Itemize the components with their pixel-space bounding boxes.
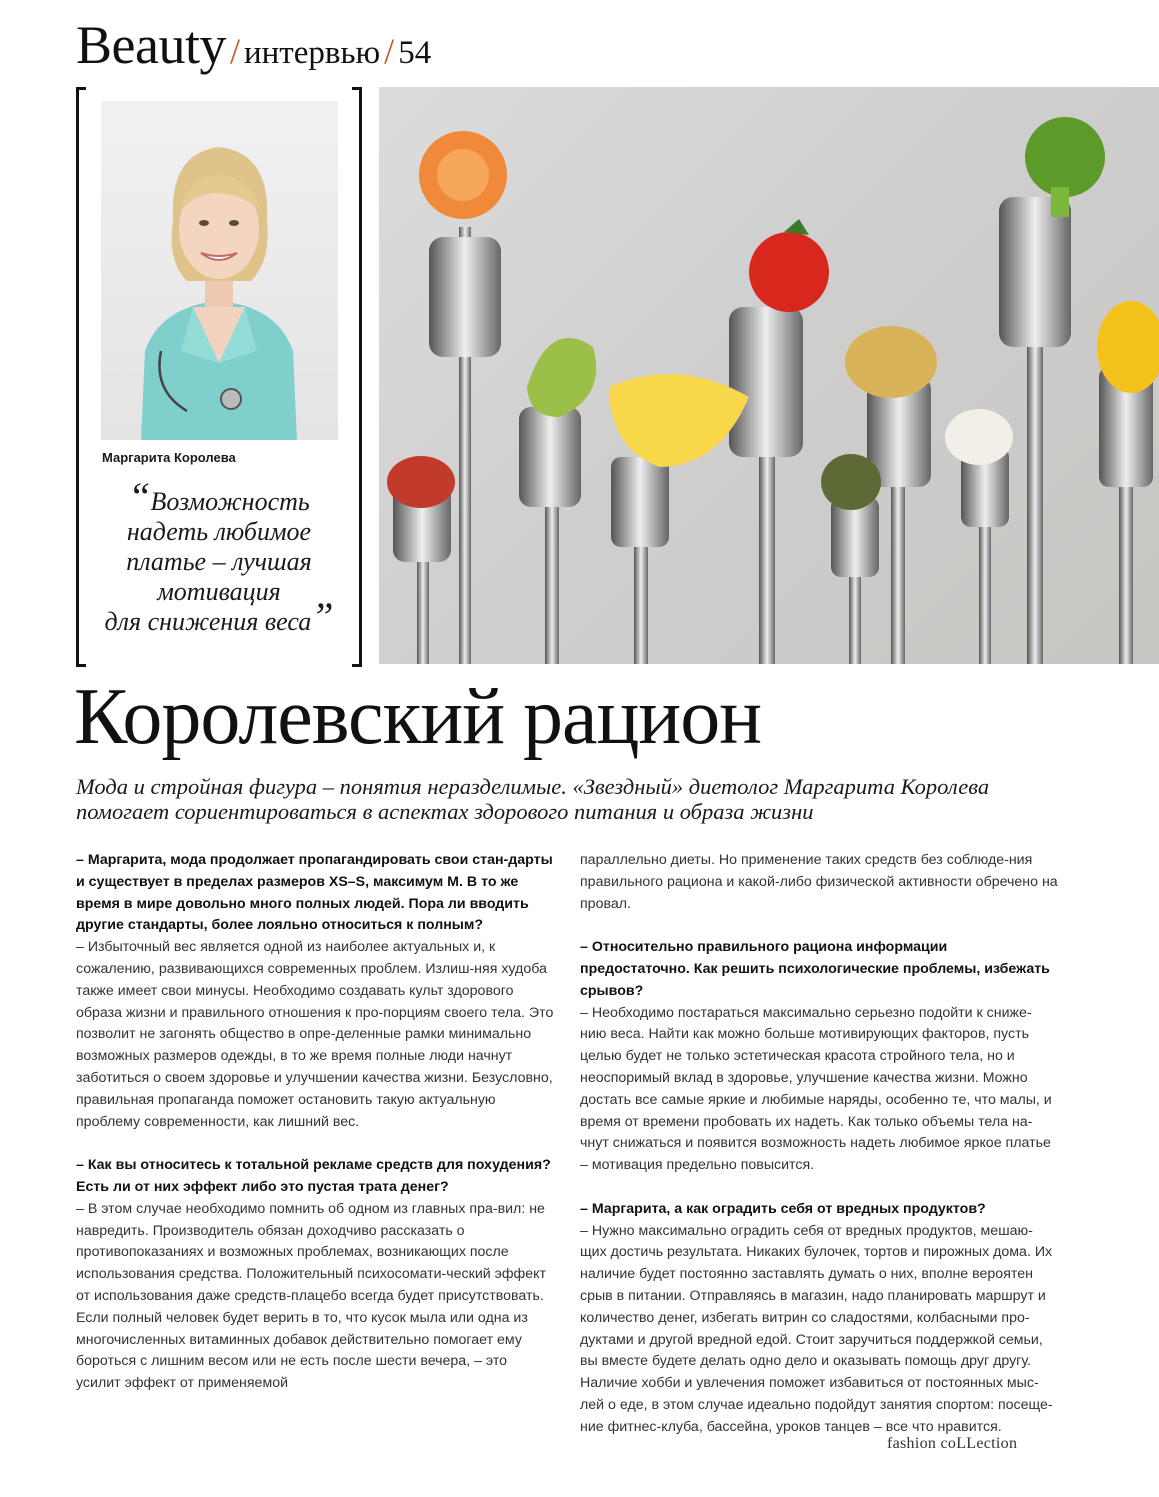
quote-line-2: надеть любимое xyxy=(126,517,312,546)
header-divider: / xyxy=(229,31,240,71)
quote-line-4: мотивация xyxy=(157,577,281,606)
portrait-illustration xyxy=(101,101,338,440)
portrait-caption: Маргарита Королева xyxy=(102,450,236,465)
quote-line-3: платье – лучшая xyxy=(126,547,312,576)
magazine-footer-brand: fashion coLLection xyxy=(887,1435,1018,1452)
section-title: Beauty xyxy=(76,15,226,75)
question-3: – Относительно правильного рациона информации предостаточно. Как решить психологические проблемы, избежать срывов? xyxy=(580,939,1050,999)
header-divider-2: / xyxy=(384,31,395,71)
text-column-2 xyxy=(580,850,1058,1439)
open-quote-mark: “ xyxy=(128,474,151,519)
portrait-panel xyxy=(76,87,362,667)
portrait-photo xyxy=(101,101,338,440)
subsection-title: интервью xyxy=(243,35,381,71)
quote-line-5: для снижения веса” xyxy=(104,594,334,639)
question-2: – Как вы относитесь к тотальной рекламе средств для похудения? Есть ли от них эффект либо это пустая трата денег? xyxy=(76,1157,551,1195)
question-1: – Маргарита, мода продолжает пропагандировать свои стан-дарты и существует в пределах размеров XS–S, максимум M. В то же время в мире довольно много полных людей. Пора ли вводить другие стандарты, более лояльно относиться к полным? xyxy=(76,852,553,934)
answer-3: – Необходимо постараться максимально серьезно подойти к сниже-нию веса. Найти как можно больше мотивирующих факторов, пусть целью будет не только эстетическая красота стройного тела, но и неоспоримый вклад в здоровье, улучшение качества жизни. Можно достать все самые яркие и любимые наряды, особенно те, что малы, и время от времени пробовать их надеть. Как только объемы тела на-чнут снижаться и появится возможность надеть любимое яркое платье – мотивация предельно повысится. xyxy=(580,1004,1052,1174)
pull-quote xyxy=(86,474,352,639)
article-lead: Мода и стройная фигура – понятия неразделимые. «Звездный» диетолог Маргарита Королева помогает сориентироваться в аспектах здорового питания и образа жизни xyxy=(76,774,990,824)
answer-4: – Нужно максимально оградить себя от вредных продуктов, мешаю-щих достичь результата. Никаких булочек, тортов и пирожных дома. Их наличие будет постоянно заставлять думать о них, вполне вероятен срыв в питании. Отправляясь в магазин, надо планировать маршрут и количество денег, избегать витрин со сладостями, колбасными про-дуктами и другой вредной едой. Стоит заручиться поддержкой семьи, вы вместе будете делать одно дело и оказывать помощь друг другу. Наличие хобби и увлечения поможет избавиться от постоянных мыс-лей о еде, в этом случае идеально подойдут занятия спортом: посеще-ние фитнес-клуба, бассейна, уроков танцев – все что нравится. xyxy=(580,1222,1053,1435)
page-header xyxy=(76,14,431,74)
left-bracket xyxy=(76,87,86,667)
page-number: 54 xyxy=(398,35,432,71)
right-bracket xyxy=(352,87,362,667)
hero-photo-forks xyxy=(379,87,1159,664)
question-4: – Маргарита, а как оградить себя от вредных продуктов? xyxy=(580,1200,986,1217)
answer-2-continued: параллельно диеты. Но применение таких средств без соблюде-ния правильного рациона и какой-либо физической активности обречено на провал. xyxy=(580,852,1058,912)
article-title: Королевский рацион xyxy=(74,673,761,761)
forks-with-vegetables-illustration xyxy=(379,87,1159,664)
answer-2: – В этом случае необходимо помнить об одном из главных пра-вил: не навредить. Производитель обязан доходчиво рассказать о противопоказаниях и возможных проблемах, возникающих после использования средства. Положительный психосомати-ческий эффект от использования даже средств-плацебо всегда будет присутствовать. Если полный человек будет верить в то, что кусок мыла или одна из многочисленных витаминных добавок действительно помогает ему бороться с лишним весом или не есть после шести вечера, – это усилит эффект от применяемой xyxy=(76,1200,546,1392)
quote-line-1: “Возможность xyxy=(128,474,310,519)
close-quote-mark: ” xyxy=(311,594,334,639)
text-column-1 xyxy=(76,850,554,1395)
answer-1: – Избыточный вес является одной из наиболее актуальных и, к сожалению, развивающихся современных проблем. Излиш-няя худоба также имеет свои минусы. Необходимо создавать культ здорового образа жизни и правильного отношения к про-порциям своего тела. Это позволит не загонять общество в опре-деленные рамки минимально возможных размеров одежды, в то же время полные люди начнут заботиться о своем здоровье и улучшении качества жизни. Безусловно, правильная пропаганда поможет остановить такую актуальную проблему современности, как лишний вес. xyxy=(76,939,554,1130)
